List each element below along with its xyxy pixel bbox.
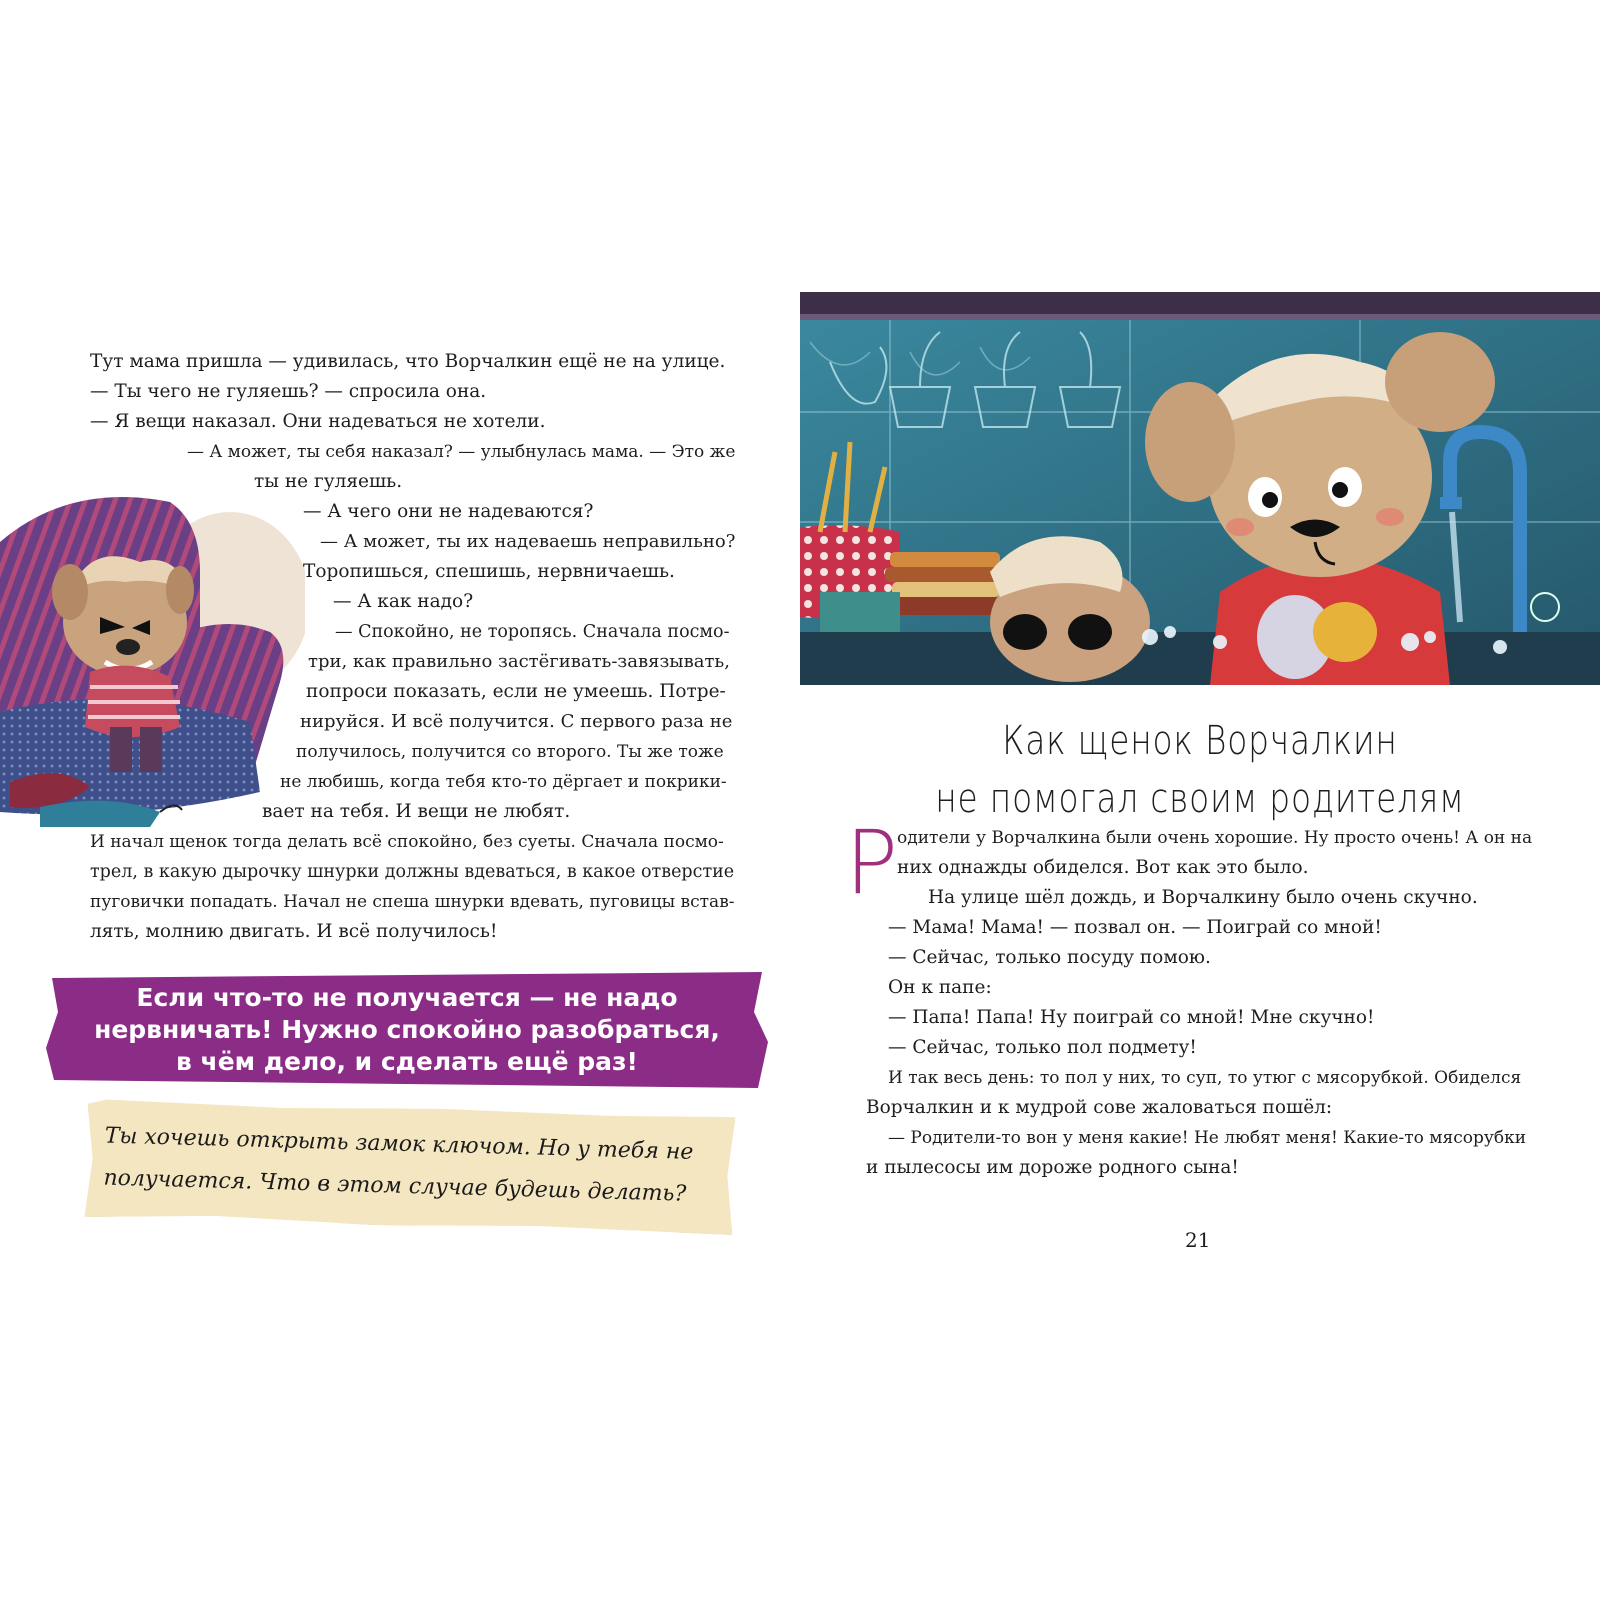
- text-line: получилось, получится со второго. Ты же тоже: [296, 742, 724, 762]
- text-line: трел, в какую дырочку шнурки должны вдеваться, в какое отверстие: [90, 862, 735, 882]
- text-line: не любишь, когда тебя кто-то дёргает и покрики-: [280, 772, 727, 792]
- page-number: 21: [1185, 1228, 1211, 1252]
- note-line: получается. Что в этом случае будешь делать?: [103, 1165, 687, 1207]
- text-line: Тут мама пришла — удивилась, что Ворчалкин ещё не на улице.: [90, 351, 726, 372]
- text-line: Он к папе:: [888, 977, 992, 998]
- text-line: И начал щенок тогда делать всё спокойно, без суеты. Сначала посмо-: [90, 832, 724, 852]
- advice-line: в чём дело, и сделать ещё раз!: [176, 1047, 638, 1076]
- text-line: них однажды обиделся. Вот как это было.: [897, 857, 1309, 878]
- question-note-text: [103, 1115, 725, 1216]
- text-line: И так весь день: то пол у них, то суп, то утюг с мясорубкой. Обиделся: [888, 1068, 1522, 1088]
- text-line: — Мама! Мама! — позвал он. — Поиграй со мной!: [888, 917, 1382, 938]
- title-line: не помогал своим родителям: [935, 776, 1465, 822]
- advice-line: нервничать! Нужно спокойно разобраться,: [94, 1015, 720, 1044]
- text-line: ты не гуляешь.: [254, 471, 403, 492]
- text-line: лять, молнию двигать. И всё получилось!: [90, 921, 498, 942]
- drop-cap: Р: [845, 811, 899, 914]
- right-page: [800, 0, 1600, 1600]
- text-line: — А чего они не надеваются?: [303, 501, 594, 522]
- text-line: нируйся. И всё получится. С первого раза не: [300, 711, 733, 732]
- text-line: — Спокойно, не торопясь. Сначала посмо-: [335, 622, 730, 642]
- advice-banner: [46, 972, 768, 1088]
- text-line: — Я вещи наказал. Они надеваться не хотели.: [90, 411, 546, 432]
- text-line: три, как правильно застёгивать-завязывать,: [308, 651, 730, 672]
- text-line: — Ты чего не гуляешь? — спросила она.: [90, 381, 487, 402]
- text-line: — Сейчас, только посуду помою.: [888, 947, 1211, 968]
- question-note-card: [84, 1099, 735, 1235]
- text-line: — Сейчас, только пол подмету!: [888, 1037, 1197, 1058]
- text-line: — Папа! Папа! Ну поиграй со мной! Мне скучно!: [888, 1007, 1375, 1028]
- text-line: — А как надо?: [333, 591, 474, 612]
- text-line: пуговички попадать. Начал не спеша шнурки вдевать, пуговицы встав-: [90, 892, 735, 912]
- text-line: и пылесосы им дороже родного сына!: [866, 1157, 1239, 1178]
- text-line: — А может, ты себя наказал? — улыбнулась мама. — Это же: [187, 442, 736, 462]
- text-line: — Родители-то вон у меня какие! Не любят меня! Какие-то мясорубки: [888, 1128, 1527, 1148]
- advice-line: Если что-то не получается — не надо: [136, 983, 678, 1012]
- text-line: Торопишься, спешишь, нервничаешь.: [303, 561, 675, 582]
- text-line: На улице шёл дождь, и Ворчалкину было очень скучно.: [928, 887, 1478, 908]
- kitchen-illustration: [800, 292, 1600, 685]
- text-line: вает на тебя. И вещи не любят.: [262, 801, 571, 822]
- title-line: Как щенок Ворчалкин: [1002, 718, 1398, 764]
- note-line: Ты хочешь открыть замок ключом. Но у тебя не: [104, 1123, 694, 1165]
- story-title: [800, 712, 1600, 828]
- armchair-puppy-illustration: [0, 482, 305, 827]
- advice-text: [46, 982, 768, 1078]
- text-line: одители у Ворчалкина были очень хорошие. Ну просто очень! А он на: [897, 828, 1533, 848]
- text-line: Ворчалкин и к мудрой сове жаловаться пошёл:: [866, 1097, 1333, 1118]
- text-line: попроси показать, если не умеешь. Потре-: [306, 681, 726, 702]
- text-line: — А может, ты их надеваешь неправильно?: [320, 531, 736, 552]
